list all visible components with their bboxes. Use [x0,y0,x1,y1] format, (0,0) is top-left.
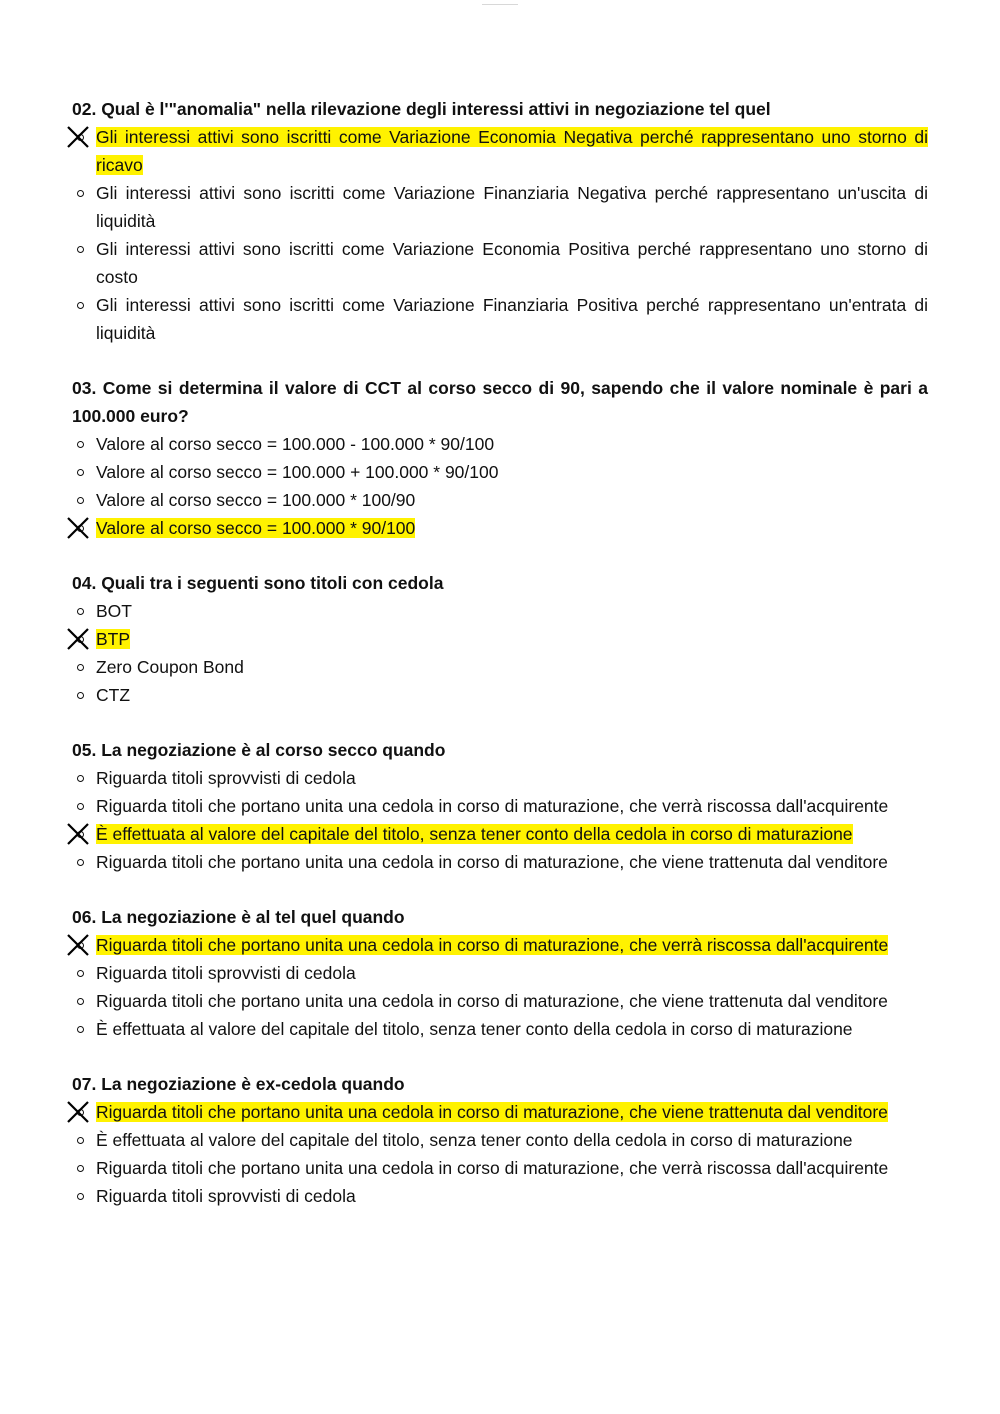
cross-mark-icon [65,124,91,150]
circle-bullet-icon [72,430,88,458]
option-selected[interactable] [72,820,928,848]
option[interactable] [72,235,928,291]
option[interactable] [72,764,928,792]
option-text: Valore al corso secco = 100.000 * 90/100 [96,518,416,538]
option-list [72,430,928,542]
option[interactable] [72,430,928,458]
option-text: Valore al corso secco = 100.000 - 100.000 * 90/100 [96,434,495,454]
option-selected[interactable] [72,931,928,959]
option[interactable] [72,1126,928,1154]
circle-bullet-icon [72,458,88,486]
option-text: Riguarda titoli sprovvisti di cedola [96,768,356,788]
option-text: È effettuata al valore del capitale del titolo, senza tener conto della cedola in corso di maturazione [96,1019,853,1039]
option-text: Zero Coupon Bond [96,657,244,677]
circle-bullet-icon [72,1126,88,1154]
circle-bullet-icon [72,792,88,820]
option-text: È effettuata al valore del capitale del titolo, senza tener conto della cedola in corso di maturazione [96,1130,853,1150]
option-selected[interactable] [72,123,928,179]
option[interactable] [72,1154,928,1182]
option-selected[interactable] [72,1098,928,1126]
circle-bullet-icon [72,1015,88,1043]
circle-bullet-icon [72,681,88,709]
circle-bullet-icon [72,764,88,792]
option-text: Riguarda titoli che portano unita una cedola in corso di maturazione, che viene trattenuta dal venditore [96,1102,888,1122]
circle-bullet-icon [72,1154,88,1182]
question-07 [72,1070,928,1210]
option-text: Riguarda titoli che portano unita una cedola in corso di maturazione, che verrà riscossa dall'acquirente [96,1158,889,1178]
option-text: Gli interessi attivi sono iscritti come Variazione Finanziaria Positiva perché rappresentano un'entrata di liquidità [96,295,928,343]
option[interactable] [72,458,928,486]
circle-bullet-icon [72,987,88,1015]
option-selected[interactable] [72,625,928,653]
option[interactable] [72,653,928,681]
header-mark [482,0,518,5]
quiz-content [72,95,928,1237]
circle-bullet-icon [72,486,88,514]
option[interactable] [72,1182,928,1210]
question-02 [72,95,928,347]
circle-bullet-icon [72,959,88,987]
option-text: BTP [96,629,131,649]
option[interactable] [72,848,928,876]
circle-bullet-icon [72,597,88,625]
option[interactable] [72,291,928,347]
option[interactable] [72,486,928,514]
option-selected[interactable] [72,514,928,542]
option-list [72,764,928,876]
option-text: Riguarda titoli che portano unita una cedola in corso di maturazione, che viene trattenuta dal venditore [96,991,888,1011]
option-text: Riguarda titoli che portano unita una cedola in corso di maturazione, che viene trattenuta dal venditore [96,852,888,872]
option[interactable] [72,987,928,1015]
question-title: 02. Qual è l'"anomalia" nella rilevazione degli interessi attivi in negoziazione tel quel [72,99,771,119]
circle-bullet-icon [72,848,88,876]
question-05 [72,736,928,876]
cross-mark-icon [65,515,91,541]
question-title: 03. Come si determina il valore di CCT al corso secco di 90, sapendo che il valore nominale è pari a 100.000 euro? [72,378,928,426]
cross-mark-icon [65,1099,91,1125]
circle-bullet-icon [72,179,88,207]
question-title: 04. Quali tra i seguenti sono titoli con cedola [72,573,444,593]
option[interactable] [72,792,928,820]
option-list [72,123,928,347]
option-text: Gli interessi attivi sono iscritti come Variazione Economia Negativa perché rappresentano uno storno di ricavo [96,127,928,175]
option-list [72,597,928,709]
cross-mark-icon [65,932,91,958]
option-list [72,1098,928,1210]
question-title: 06. La negoziazione è al tel quel quando [72,907,405,927]
option-text: Riguarda titoli che portano unita una cedola in corso di maturazione, che verrà riscossa dall'acquirente [96,935,889,955]
option[interactable] [72,681,928,709]
question-06 [72,903,928,1043]
option[interactable] [72,597,928,625]
question-title: 07. La negoziazione è ex-cedola quando [72,1074,405,1094]
option-list [72,931,928,1043]
option-text: Valore al corso secco = 100.000 + 100.000 * 90/100 [96,462,499,482]
option-text: È effettuata al valore del capitale del titolo, senza tener conto della cedola in corso di maturazione [96,824,853,844]
circle-bullet-icon [72,291,88,319]
option-text: Gli interessi attivi sono iscritti come Variazione Finanziaria Negativa perché rappresentano un'uscita di liquidità [96,183,928,231]
option-text: Riguarda titoli sprovvisti di cedola [96,1186,356,1206]
circle-bullet-icon [72,235,88,263]
option-text: Riguarda titoli che portano unita una cedola in corso di maturazione, che verrà riscossa dall'acquirente [96,796,889,816]
option[interactable] [72,179,928,235]
option[interactable] [72,959,928,987]
circle-bullet-icon [72,653,88,681]
option-text: Valore al corso secco = 100.000 * 100/90 [96,490,416,510]
question-title: 05. La negoziazione è al corso secco quando [72,740,446,760]
cross-mark-icon [65,821,91,847]
question-03 [72,374,928,542]
option-text: CTZ [96,685,131,705]
option-text: BOT [96,601,132,621]
circle-bullet-icon [72,1182,88,1210]
option[interactable] [72,1015,928,1043]
cross-mark-icon [65,626,91,652]
option-text: Riguarda titoli sprovvisti di cedola [96,963,356,983]
question-04 [72,569,928,709]
option-text: Gli interessi attivi sono iscritti come Variazione Economia Positiva perché rappresentano uno storno di costo [96,239,928,287]
